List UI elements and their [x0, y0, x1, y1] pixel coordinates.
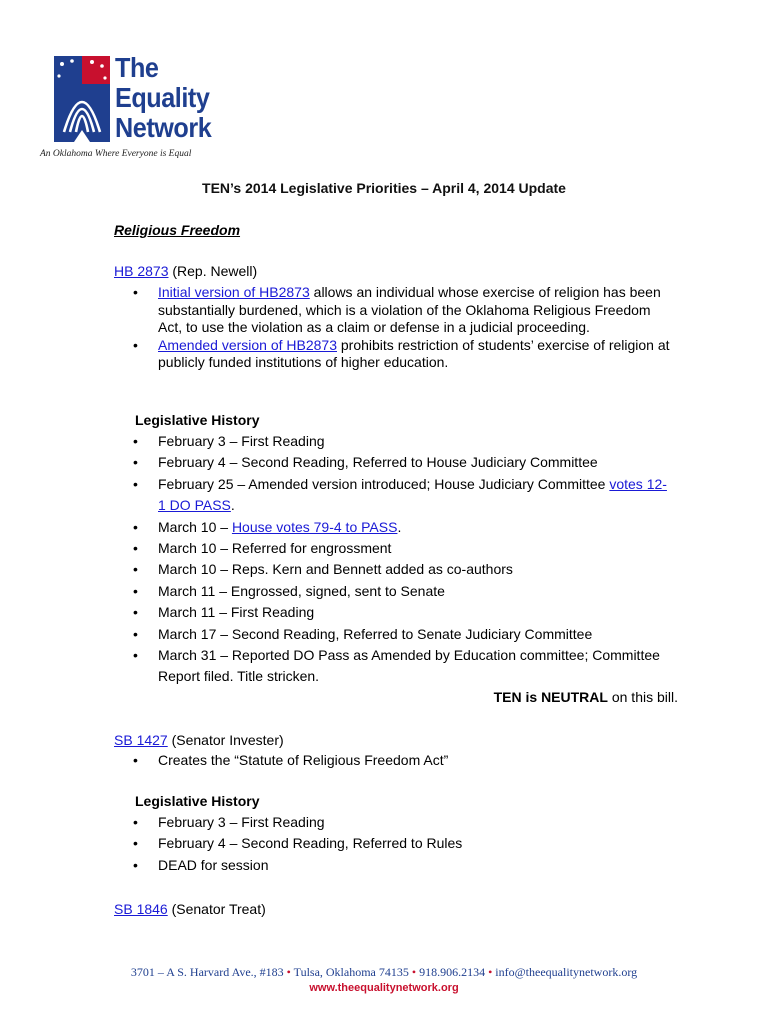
footer-separator: • [485, 965, 496, 979]
position-bold: TEN is NEUTRAL [493, 689, 608, 705]
history-item [114, 517, 674, 538]
footer-separator: • [283, 965, 294, 979]
bill-heading-sb1846 [114, 900, 266, 918]
section-heading: Religious Freedom [114, 222, 241, 238]
bill-link-sb1846[interactable]: SB 1846 [114, 901, 168, 917]
footer-separator: • [408, 965, 420, 979]
equality-network-logo-icon [52, 52, 112, 144]
bill-heading-sb1427 [114, 731, 284, 749]
bill-description-list [133, 752, 673, 770]
description-text: prohibits restriction of students’ exercise of religion at publicly funded institutions of higher education. [158, 336, 670, 370]
footer-address [0, 965, 768, 980]
logo-text-equality: Equality [115, 82, 210, 113]
footer-email[interactable]: info@theequalitynetwork.org [495, 965, 638, 979]
history-item: • March 11 – First Reading [114, 602, 674, 623]
list-item: • Creates the “Statute of Religious Freedom Act” [133, 752, 673, 770]
history-item: • February 3 – First Reading [114, 812, 674, 833]
vote-79-4-link[interactable]: House votes 79-4 to PASS [231, 518, 398, 535]
footer-city: Tulsa, Oklahoma 74135 [293, 965, 409, 979]
history-item: • February 4 – Second Reading, Referred to House Judiciary Committee [114, 452, 674, 473]
history-item: • March 10 – Referred for engrossment [114, 538, 674, 559]
history-item: • March 31 – Reported DO Pass as Amended by Education committee; Committee Report filed. Title stricken. [114, 645, 674, 688]
footer-website-link[interactable]: www.theequalitynetwork.org [309, 982, 459, 994]
description-text: allows an individual whose exercise of religion has been substantially burdened, which is a violation of the Oklahoma Religious Freedom Act, to use the violation as a claim or defense in a judicial proceeding. [158, 284, 661, 335]
history-item: • February 3 – First Reading [114, 431, 674, 452]
legislative-history-list [114, 812, 674, 876]
bill-link-sb1427[interactable]: SB 1427 [114, 732, 168, 748]
logo-tagline: An Oklahoma Where Everyone is Equal [40, 149, 192, 159]
position-rest: on this bill. [607, 689, 678, 705]
legislative-history-heading: Legislative History [135, 412, 260, 428]
history-item: • March 10 – Reps. Kern and Bennett added as co-authors [114, 559, 674, 580]
amended-version-link[interactable]: Amended version of HB2873 [158, 336, 337, 353]
bill-description-list [133, 284, 673, 372]
ten-position [494, 689, 678, 705]
logo-text-the: The [115, 52, 159, 83]
vote-12-1-link[interactable]: votes 12-1 DO PASS [158, 475, 667, 514]
history-text: March 10 – [158, 518, 232, 535]
legislative-history-list [114, 431, 674, 688]
logo [52, 50, 242, 160]
list-item [133, 284, 673, 337]
logo-text-network: Network [115, 112, 212, 143]
history-text: . [397, 518, 402, 535]
bill-heading-hb2873 [114, 262, 257, 280]
list-item [133, 337, 673, 372]
history-item: • February 4 – Second Reading, Referred to Rules [114, 833, 674, 854]
bill-sponsor: (Rep. Newell) [168, 263, 258, 279]
history-item: • March 11 – Engrossed, signed, sent to Senate [114, 581, 674, 602]
legislative-history-heading: Legislative History [135, 793, 260, 809]
history-item: • March 17 – Second Reading, Referred to Senate Judiciary Committee [114, 624, 674, 645]
bill-sponsor: (Senator Treat) [167, 901, 266, 917]
history-text: February 25 – Amended version introduced; House Judiciary Committee [158, 475, 610, 492]
history-item: • DEAD for session [114, 855, 674, 876]
footer-street: 3701 – A S. Harvard Ave., #183 [130, 965, 284, 979]
bill-sponsor: (Senator Invester) [167, 732, 284, 748]
history-item [114, 474, 674, 517]
footer-phone: 918.906.2134 [419, 965, 486, 979]
document-title: TEN’s 2014 Legislative Priorities – April 4, 2014 Update [202, 180, 566, 196]
history-text: . [230, 497, 235, 514]
bill-link-hb2873[interactable]: HB 2873 [114, 263, 169, 279]
initial-version-link[interactable]: Initial version of HB2873 [158, 284, 310, 300]
